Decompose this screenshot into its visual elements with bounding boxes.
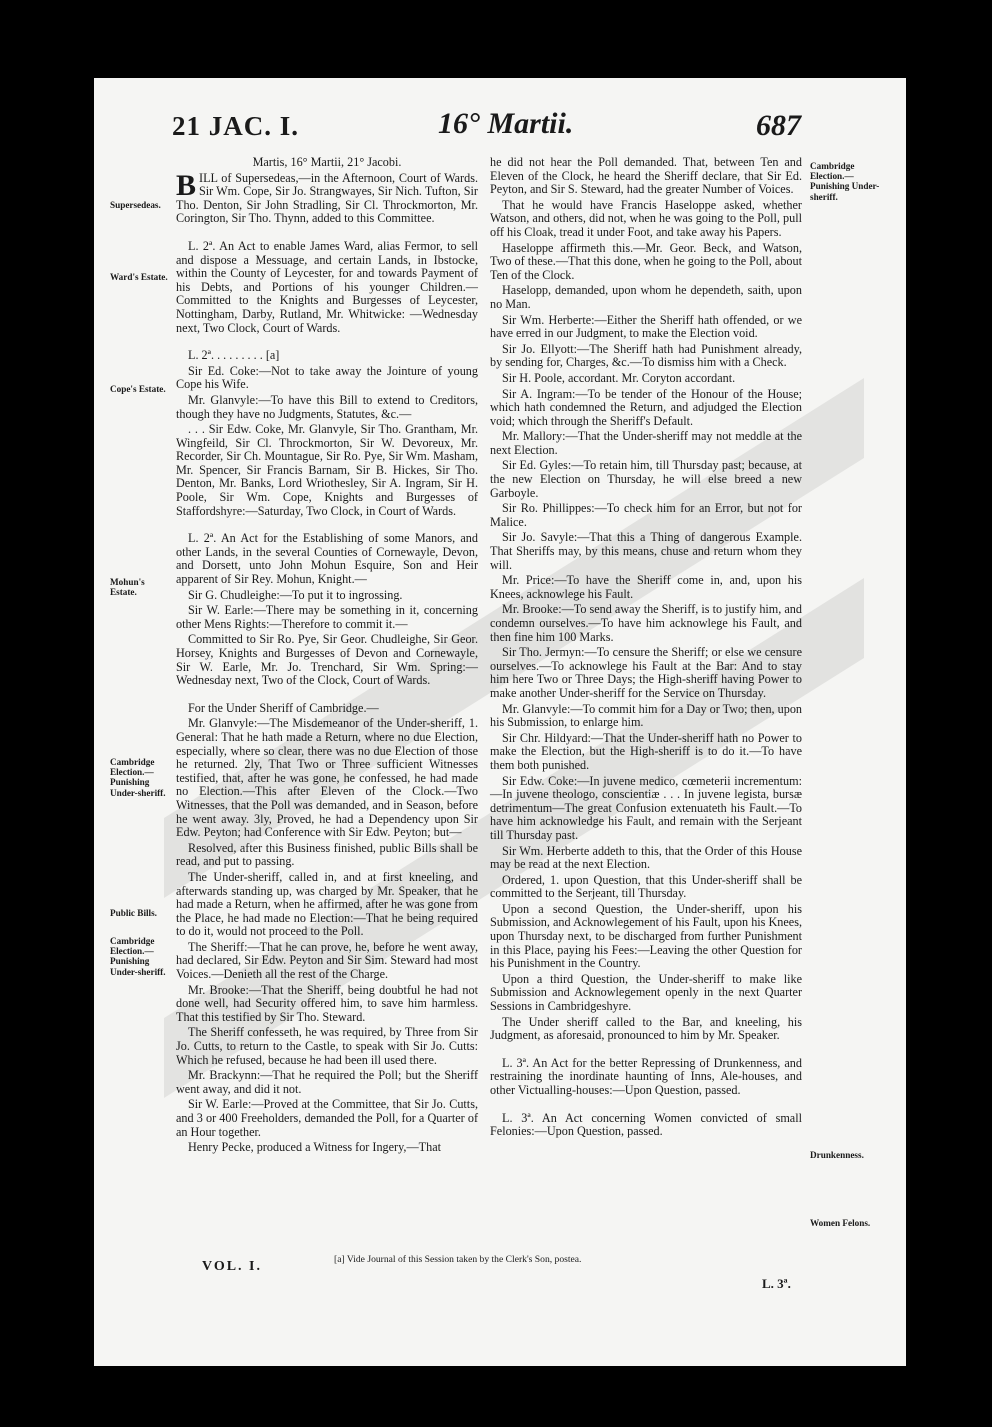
margin-note: Cambridge Election.— Punishing Under-sheriff.	[110, 757, 166, 798]
paragraph-text: ILL of Supersedeas,—in the Afternoon, Court of Wards. Sir Wm. Cope, Sir Jo. Strangwayes, Sir Nich. Tufton, Sir Tho. Denton, Sir John Stradling, Sir Cl. Throckmorton, Mr. Corington, Sir Tho. Thynn, added to this Committee.	[176, 170, 478, 226]
paragraph: Mr. Brooke:—To send away the Sheriff, is to justify him, and condemn ourselves.—To have him acknowlege his Fault, and then fine him 100 Marks.	[490, 602, 802, 644]
paragraph: Ordered, 1. upon Question, that this Under-sheriff shall be committed to the Serjeant, till Thursday.	[490, 872, 802, 901]
margin-note: Supersedeas.	[110, 200, 161, 210]
paragraph: L. 2ª. . . . . . . . . [a]	[188, 348, 280, 363]
paragraph: Haselopp, demanded, upon whom he dependeth, saith, upon no Man.	[490, 283, 802, 311]
paragraph: L. 3ª. An Act for the better Repressing of Drunkenness, and restraining the inordinate haunting of Inns, Ale-houses, and other Victualling-houses:—Upon Question, passed.	[490, 1055, 802, 1097]
paragraph: Haseloppe affirmeth this.—Mr. Geor. Beck, and Watson, Two of these.—That this done, when he going to the Poll, about Ten of the Clock.	[490, 240, 802, 282]
paragraph: Sir H. Poole, accordant. Mr. Coryton accordant.	[502, 370, 736, 385]
paragraph: Sir W. Earle:—There may be something in it, concerning other Mens Rights:—Therefore to commit it.—	[176, 603, 478, 631]
paragraph: Resolved, after this Business finished, public Bills shall be read, and put to passing.	[176, 840, 478, 869]
paragraph: Sir G. Chudleighe:—To put it to ingrossing.	[188, 587, 403, 602]
paragraph: he did not hear the Poll demanded. That, between Ten and Eleven of the Clock, he heard the Sheriff declare, that Sir Ed. Peyton, and Sir S. Steward, had the greater Number of Voices.	[490, 155, 802, 197]
paragraph-gap	[490, 1045, 802, 1057]
paragraph: Sir Edw. Coke:—In juvene medico, cœmeterii incrementum:—In juvene theologo, conscientiæ . . . In juvene legista, bursæ detrimentum—The great Confusion extenuateth his Fault.—To have him acknowledge his Fault, and remain with the Serjeant till Thursday past.	[490, 773, 802, 842]
paragraph: Henry Pecke, produced a Witness for Ingery,—That	[188, 1140, 441, 1155]
paragraph: Sir Ed. Coke:—Not to take away the Jointure of young Cope his Wife.	[176, 363, 478, 392]
paragraph: Mr. Brooke:—That the Sheriff, being doubtful he had not done well, had Security offered him, to save him harmless. That this testified by Sir Tho. Steward.	[176, 982, 478, 1024]
drop-cap: B	[176, 168, 197, 202]
left-text-column	[176, 156, 478, 1157]
paragraph-gap	[490, 1100, 802, 1112]
paragraph: Sir Wm. Herberte:—Either the Sheriff hath offended, or we have erred in our Judgment, to make the Election void.	[490, 312, 802, 341]
footer-volume: VOL. I.	[202, 1259, 263, 1274]
paragraph: Sir A. Ingram:—To be tender of the Honour of the House; which hath condemned the Return, and adjudged the Election void; which through the Sheriff's Default.	[490, 386, 802, 428]
paragraph: The Under-sheriff, called in, and at first kneeling, and afterwards standing up, was charged by Mr. Speaker, that he had made a Return, when he affirmed, after he was gone from the Place, he had made no Election:—That he being required to do it, would not proceed to the Poll.	[176, 869, 478, 939]
paragraph: For the Under Sheriff of Cambridge.—	[188, 700, 379, 715]
paragraph: Sir W. Earle:—Proved at the Committee, that Sir Jo. Cutts, and 3 or 400 Freeholders, demanded the Poll, for a Quarter of an Hour together.	[176, 1097, 478, 1139]
paragraph: The Sheriff confesseth, he was required, by Three from Sir Jo. Cutts, to return to the Castle, to speak with Sir Jo. Cutts: Which he refused, because he had been ill used there.	[176, 1025, 478, 1067]
paragraph: The Under sheriff called to the Bar, and kneeling, his Judgment, as aforesaid, pronounced to him by Mr. Speaker.	[490, 1014, 802, 1043]
paragraph: L. 2ª. An Act to enable James Ward, alias Fermor, to sell and dispose a Messuage, and certain Lands, in Ibstocke, within the County of Leycester, for and towards Payment of his Debts, and Portions of his younger Children.—Committed to the Knights and Burgesses of Leycester, Nottingham, Darby, Rutland, Mr. Whitwicke: —Wednesday next, Two Clock, Court of Wards.	[176, 238, 478, 335]
paragraph	[176, 168, 478, 226]
paragraph: Sir Tho. Jermyn:—To censure the Sheriff; or else we censure ourselves.—To acknowlege his Fault at the Bar: And to stay him here Two or Three Days; the High-sheriff having Power to make another Under-sheriff for the Service on Thursday.	[490, 645, 802, 700]
right-text-column	[490, 156, 802, 1141]
margin-note: Cambridge Election.— Punishing Under-sheriff.	[110, 936, 166, 977]
paragraph: Sir Ro. Phillippes:—To check him for an Error, but not for Malice.	[490, 501, 802, 529]
paragraph: The Sheriff:—That he can prove, he, before he went away, had declared, Sir Edw. Peyton and Sir Sim. Steward had most Voices.—Denieth all the rest of the Charge.	[176, 939, 478, 982]
paragraph: Sir Chr. Hildyard:—That the Under-sheriff hath no Power to make the Election, but the High-sheriff is to do it.—To have them both punished.	[490, 730, 802, 772]
paragraph: Mr. Glanvyle:—To commit him for a Day or Two; then, upon his Submission, to enlarge him.	[490, 701, 803, 730]
header-date: 16° Martii.	[438, 107, 574, 140]
paragraph: . . . Sir Edw. Coke, Mr. Glanvyle, Sir Tho. Grantham, Mr. Wingfeild, Sir Cl. Throckmorton, Sir W. Devoreux, Mr. Recorder, Sir Ch. Mountague, Sir Ro. Pye, Sir Wm. Masham, Mr. Spencer, Sir Francis Barnam, Sir B. Hickes, Sir Tho. Denton, Mr. Banks, Lord Wriothesley, Sir A. Ingram, Sir H. Poole, Sir Wm. Cope, Knights and Burgesses of Staffordshyre:—Saturday, Two Clock, in Court of Wards.	[176, 422, 478, 518]
journal-page	[94, 78, 906, 1366]
paragraph: L. 3ª. An Act concerning Women convicted of small Felonies:—Upon Question, passed.	[490, 1110, 802, 1139]
footnote: [a] Vide Journal of this Session taken by the Clerk's Son, postea.	[334, 1254, 582, 1265]
paragraph: Mr. Brackynn:—That he required the Poll; but the Sheriff went away, and did it not.	[176, 1068, 478, 1096]
margin-note: Cambridge Election.— Punishing Under-sheriff.	[810, 161, 880, 202]
paragraph: Sir Jo. Savyle:—That this a Thing of dangerous Example. That Sheriffs may, by this means, chuse and return whom they will.	[490, 530, 802, 572]
paragraph: Mr. Glanvyle:—To have this Bill to extend to Creditors, though they have no Judgments, Statutes, &c.—	[176, 392, 478, 421]
paragraph: Mr. Mallory:—That the Under-sheriff may not meddle at the next Election.	[490, 429, 802, 457]
paragraph-gap	[176, 690, 478, 702]
paragraph: Sir Ed. Gyles:—To retain him, till Thursday past; because, at the new Election on Thursday, he will else breed a new Garboyle.	[490, 458, 802, 500]
margin-note: Cope's Estate.	[110, 384, 166, 394]
margin-note: Mohun's Estate.	[110, 577, 145, 598]
header-regnal-year: 21 JAC. I.	[172, 111, 300, 141]
margin-note: Public Bills.	[110, 908, 157, 918]
paragraph: Upon a second Question, the Under-sheriff, upon his Submission, and Acknowlegement of his Fault, upon his Knees, upon Thursday next, to be discharged from further Punishment in this Place, paying his Fees:—Leaving the other Question for his Punishment in the Country.	[490, 901, 802, 971]
margin-note: Women Felons.	[810, 1218, 871, 1228]
margin-note: Ward's Estate.	[110, 272, 168, 282]
paragraph: L. 2ª. An Act for the Establishing of some Manors, and other Lands, in the several Counties of Cornewayle, Devon, and Dorsett, unto John Mohun Esquire, Son and Heir apparent of Sir Rey. Mohun, Knight.—	[176, 531, 478, 587]
paragraph: Sir Jo. Ellyott:—The Sheriff hath had Punishment already, by sending for, Charges, &c.—To dismiss him with a Check.	[490, 341, 802, 370]
paragraph: Upon a third Question, the Under-sheriff to make like Submission and Acknowlegement openly in the next Quarter Sessions in Cambridgeshyre.	[490, 971, 802, 1014]
paragraph: Committed to Sir Ro. Pye, Sir Geor. Chudleighe, Sir Geor. Horsey, Knights and Burgesses of Devon and Cornewayle, Sir W. Earle, Mr. Jo. Trenchard, Sir Wm. Spring:—Wednesday next, Two of the Clock, Court of Wards.	[176, 632, 478, 688]
paragraph: Mr. Glanvyle:—The Misdemeanor of the Under-sheriff, 1. General: That he hath made a Return, where no due Election, especially, where so clear, there was no due Election of those he returned. 2ly, That Two or Three sufficient Witnesses testified, that, after he was gone, he confessed, he had made no Election.—This after Eleven of the Clock.—Two Witnesses, that the Poll was demanded, and in Season, before he went away. 3ly, Proved, he had a Dependency upon Sir Edw. Peyton; had Conference with Sir Edw. Peyton; but—	[176, 716, 478, 840]
paragraph: Martis, 16° Martii, 21° Jacobi.	[252, 155, 402, 169]
margin-note: Drunkenness.	[810, 1150, 864, 1160]
catchword: L. 3ª.	[762, 1276, 791, 1291]
paragraph: Sir Wm. Herberte addeth to this, that the Order of this House may be read at the next Election.	[490, 843, 802, 872]
paragraph: That he would have Francis Haseloppe asked, whether Watson, and others, did not, when he was going to the Poll, pull off his Cloak, tread it under Foot, and take away his Papers.	[490, 197, 802, 239]
paragraph: Mr. Price:—To have the Sheriff come in, and, upon his Knees, acknowlege his Fault.	[490, 573, 802, 601]
header-page-number: 687	[756, 109, 801, 142]
